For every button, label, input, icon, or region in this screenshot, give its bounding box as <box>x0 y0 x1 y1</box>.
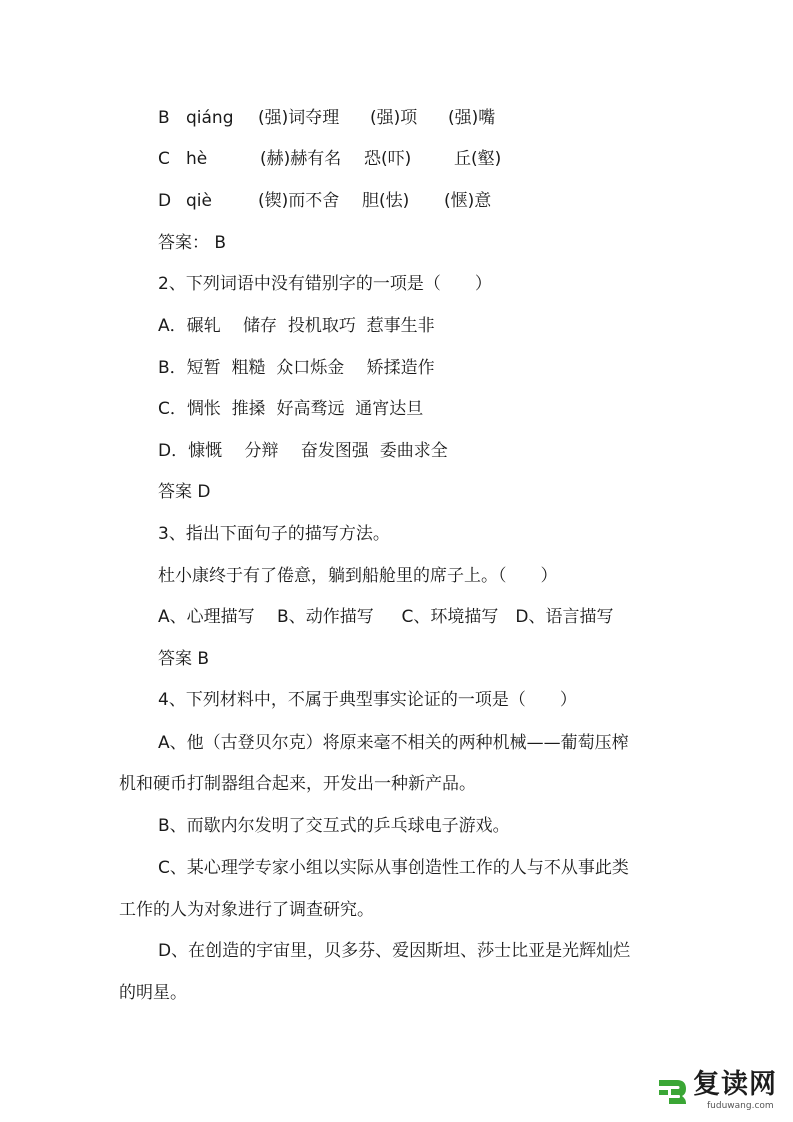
option-letter: D <box>158 191 172 211</box>
option-word: (惬)意 <box>444 191 492 211</box>
question-4-option-a-line1: A、他（古登贝尔克）将原来毫不相关的两种机械——葡萄压榨 <box>158 733 629 753</box>
option-pinyin: hè <box>186 149 208 169</box>
question-4-option-c-line2: 工作的人为对象进行了调查研究。 <box>119 900 374 920</box>
option-word: (赫)赫有名 <box>260 149 342 169</box>
option-letter: B <box>158 108 170 128</box>
option-word: (强)词夺理 <box>258 108 340 128</box>
logo-url: fuduwang.com <box>707 1101 774 1111</box>
question-2-stem: 2、下列词语中没有错别字的一项是（ ） <box>158 274 492 294</box>
question-2-option-c: C．惆怅 推搡 好高骛远 通宵达旦 <box>158 399 424 419</box>
question-4-option-d-line1: D、在创造的宇宙里，贝多芬、爱因斯坦、莎士比亚是光辉灿烂 <box>158 941 631 961</box>
option-word: (强)嘴 <box>448 108 496 128</box>
question-3-sentence: 杜小康终于有了倦意，躺到船舱里的席子上。（ ） <box>158 566 558 586</box>
option-pinyin: qiè <box>186 191 212 211</box>
question-2-option-d: D．慷慨 分辩 奋发图强 委曲求全 <box>158 441 448 461</box>
option-word: 胆(怯) <box>362 191 410 211</box>
question-4-stem: 4、下列材料中，不属于典型事实论证的一项是（ ） <box>158 690 577 710</box>
site-logo <box>655 1068 787 1116</box>
question-4-option-c-line1: C、某心理学专家小组以实际从事创造性工作的人与不从事此类 <box>158 858 629 878</box>
question-4-option-a-line2: 机和硬币打制器组合起来，开发出一种新产品。 <box>119 774 476 794</box>
logo-mark-icon <box>655 1074 689 1108</box>
question-2-option-b: B．短暂 粗糙 众口烁金 矫揉造作 <box>158 358 435 378</box>
option-word: (锲)而不舍 <box>258 191 340 211</box>
question-2-option-a: A．碾轧 储存 投机取巧 惹事生非 <box>158 316 435 336</box>
logo-name: 复读网 <box>693 1069 777 1100</box>
question-2-answer: 答案 D <box>158 482 211 502</box>
question-3-options: A、心理描写 B、动作描写 C、环境描写 D、语言描写 <box>158 607 614 627</box>
option-word: 恐(吓) <box>364 149 412 169</box>
question-4-option-b: B、而歇内尔发明了交互式的乒乓球电子游戏。 <box>158 816 510 836</box>
question-3-stem: 3、指出下面句子的描写方法。 <box>158 524 390 544</box>
question-3-answer: 答案 B <box>158 649 210 669</box>
option-word: 丘(壑) <box>454 149 502 169</box>
option-letter: C <box>158 149 170 169</box>
answer-1: 答案： B <box>158 233 227 253</box>
option-pinyin: qiáng <box>186 108 234 128</box>
option-word: (强)项 <box>370 108 418 128</box>
question-4-option-d-line2: 的明星。 <box>119 983 187 1003</box>
